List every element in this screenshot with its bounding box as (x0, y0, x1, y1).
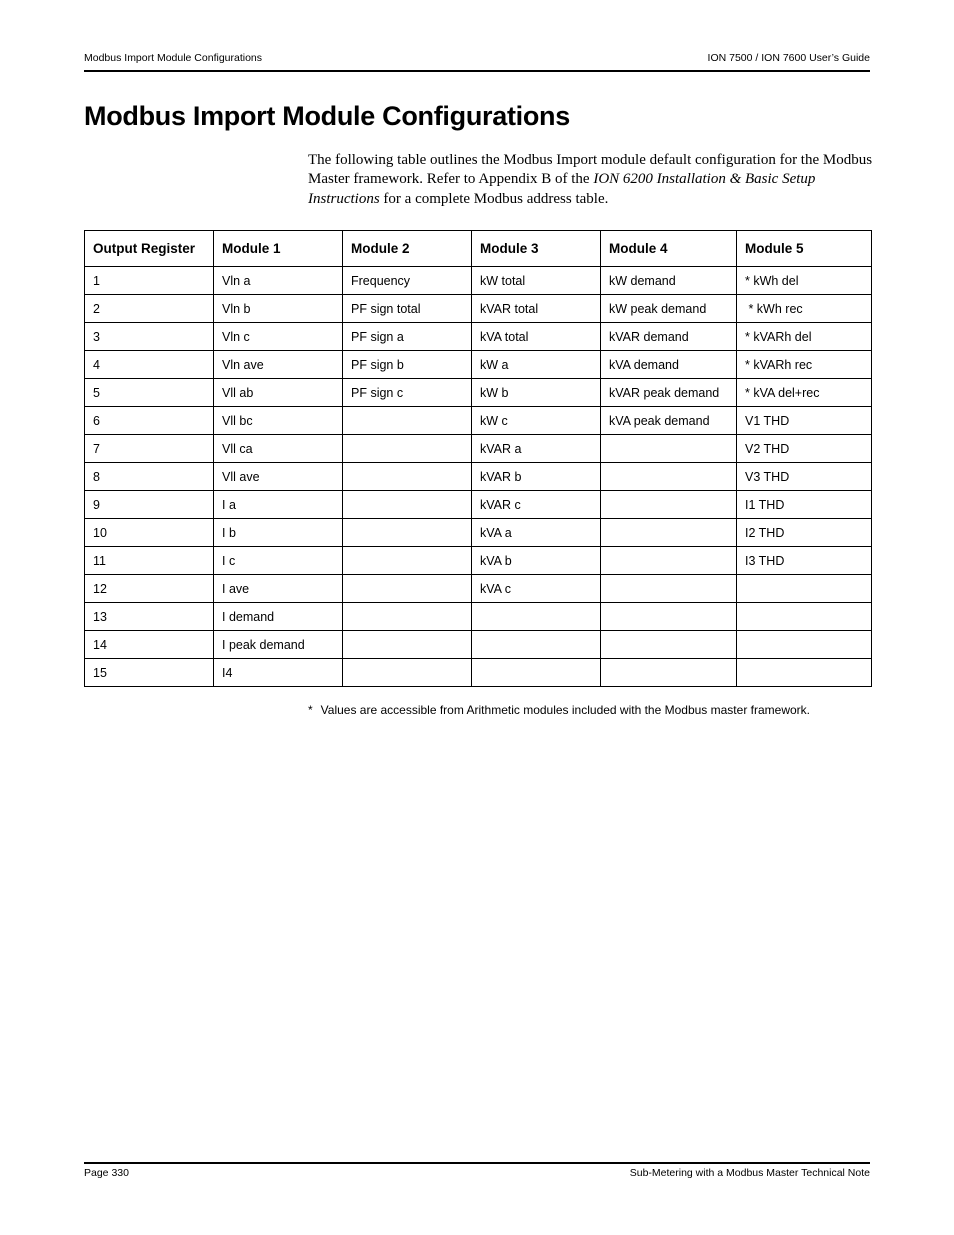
table-cell (343, 435, 472, 463)
table-row (85, 407, 872, 435)
table-cell: * kWh rec (737, 295, 872, 323)
table-cell: PF sign total (343, 295, 472, 323)
footnote-text: Values are accessible from Arithmetic modules included with the Modbus master framework. (320, 703, 810, 717)
table-cell (737, 603, 872, 631)
table-cell: Vll ab (214, 379, 343, 407)
column-header: Module 2 (343, 231, 472, 267)
table-cell: kVAR peak demand (601, 379, 737, 407)
intro-paragraph (308, 151, 873, 209)
table-row (85, 351, 872, 379)
table-cell: 13 (85, 603, 214, 631)
table-cell: kVAR c (472, 491, 601, 519)
table-cell: * kWh del (737, 267, 872, 295)
table-cell: 6 (85, 407, 214, 435)
table-cell: kW demand (601, 267, 737, 295)
table-cell: PF sign b (343, 351, 472, 379)
column-header: Module 4 (601, 231, 737, 267)
table-cell: V2 THD (737, 435, 872, 463)
table-row (85, 519, 872, 547)
table-cell: 3 (85, 323, 214, 351)
table-cell: PF sign c (343, 379, 472, 407)
table-cell: I demand (214, 603, 343, 631)
table-cell (601, 659, 737, 687)
footer-document-title: Sub-Metering with a Modbus Master Technical Note (629, 1167, 870, 1179)
table-cell: Vll bc (214, 407, 343, 435)
table-cell: 11 (85, 547, 214, 575)
table-cell: kVA peak demand (601, 407, 737, 435)
table-cell: Vll ave (214, 463, 343, 491)
table-cell (343, 575, 472, 603)
table-row (85, 295, 872, 323)
table-cell (601, 463, 737, 491)
table-cell: kW a (472, 351, 601, 379)
table-cell: I a (214, 491, 343, 519)
table-cell (601, 547, 737, 575)
table-row (85, 435, 872, 463)
header-rule (84, 70, 870, 72)
footnote (308, 703, 810, 717)
page-number: Page 330 (84, 1167, 129, 1179)
table-cell (472, 659, 601, 687)
table-row (85, 547, 872, 575)
table-cell: I3 THD (737, 547, 872, 575)
table-cell: kVAR a (472, 435, 601, 463)
running-footer (84, 1167, 870, 1185)
table-row (85, 267, 872, 295)
table-cell: kVA c (472, 575, 601, 603)
table-cell (343, 547, 472, 575)
table-cell: Frequency (343, 267, 472, 295)
table-cell: * kVA del+rec (737, 379, 872, 407)
table-cell: * kVARh del (737, 323, 872, 351)
table-cell (343, 631, 472, 659)
intro-text-after: for a complete Modbus address table. (379, 190, 609, 207)
table-cell: I peak demand (214, 631, 343, 659)
table-cell (601, 491, 737, 519)
table-body (85, 267, 872, 687)
table-cell (343, 659, 472, 687)
table-cell: 4 (85, 351, 214, 379)
table-cell: kW total (472, 267, 601, 295)
table-cell: I ave (214, 575, 343, 603)
table-cell: Vln ave (214, 351, 343, 379)
header-section-title: Modbus Import Module Configurations (84, 52, 263, 64)
table-row (85, 659, 872, 687)
table-cell: kVAR b (472, 463, 601, 491)
table-cell: Vll ca (214, 435, 343, 463)
table-row (85, 631, 872, 659)
table-cell: kVAR demand (601, 323, 737, 351)
table-cell: 10 (85, 519, 214, 547)
table-cell: kVA total (472, 323, 601, 351)
table-cell: 2 (85, 295, 214, 323)
header-guide-title: ION 7500 / ION 7600 User’s Guide (707, 52, 870, 64)
table-cell: 7 (85, 435, 214, 463)
table-cell: I b (214, 519, 343, 547)
table-cell: I1 THD (737, 491, 872, 519)
table-row (85, 575, 872, 603)
table-cell: V1 THD (737, 407, 872, 435)
table-cell (601, 435, 737, 463)
table-cell (343, 491, 472, 519)
table-row (85, 323, 872, 351)
footnote-marker: * (308, 703, 313, 717)
page-title: Modbus Import Module Configurations (84, 101, 570, 131)
table-cell: kVAR total (472, 295, 601, 323)
intro-document-reference: ION 6200 Installation & Basic Setup Instructions (308, 171, 816, 207)
table-cell: I4 (214, 659, 343, 687)
modbus-config-table (84, 230, 872, 687)
table-cell: 8 (85, 463, 214, 491)
table-row (85, 379, 872, 407)
table-cell: kVA a (472, 519, 601, 547)
intro-text-before: The following table outlines the Modbus Import module default configuration for the Modbus Master framework. Refer to Appendix B of the (308, 152, 873, 188)
table-cell: I2 THD (737, 519, 872, 547)
table-cell: V3 THD (737, 463, 872, 491)
table-cell (601, 631, 737, 659)
column-header: Module 5 (737, 231, 872, 267)
table-cell (737, 659, 872, 687)
table-row (85, 603, 872, 631)
table-cell: 5 (85, 379, 214, 407)
column-header: Module 1 (214, 231, 343, 267)
table-cell: 1 (85, 267, 214, 295)
table-cell (737, 631, 872, 659)
table-cell (601, 575, 737, 603)
table-cell: kW b (472, 379, 601, 407)
table-row (85, 463, 872, 491)
table-cell: Vln c (214, 323, 343, 351)
table-cell: 14 (85, 631, 214, 659)
table-cell: 9 (85, 491, 214, 519)
table-cell: kVA demand (601, 351, 737, 379)
table-cell (343, 407, 472, 435)
table-cell: * kVARh rec (737, 351, 872, 379)
table-cell: Vln a (214, 267, 343, 295)
table-cell: I c (214, 547, 343, 575)
table-cell: kW peak demand (601, 295, 737, 323)
table-cell (601, 603, 737, 631)
column-header: Module 3 (472, 231, 601, 267)
table-cell (343, 519, 472, 547)
table-cell (472, 631, 601, 659)
table-cell: kVA b (472, 547, 601, 575)
table-cell: PF sign a (343, 323, 472, 351)
table-cell (601, 519, 737, 547)
table-row (85, 491, 872, 519)
table-cell (472, 603, 601, 631)
table-cell (343, 603, 472, 631)
table-cell (343, 463, 472, 491)
table-cell: 12 (85, 575, 214, 603)
running-header (84, 52, 870, 70)
footer-rule (84, 1162, 870, 1164)
column-header: Output Register (85, 231, 214, 267)
table-header-row (85, 231, 872, 267)
table-cell: kW c (472, 407, 601, 435)
table-cell (737, 575, 872, 603)
table-cell: Vln b (214, 295, 343, 323)
table-cell: 15 (85, 659, 214, 687)
